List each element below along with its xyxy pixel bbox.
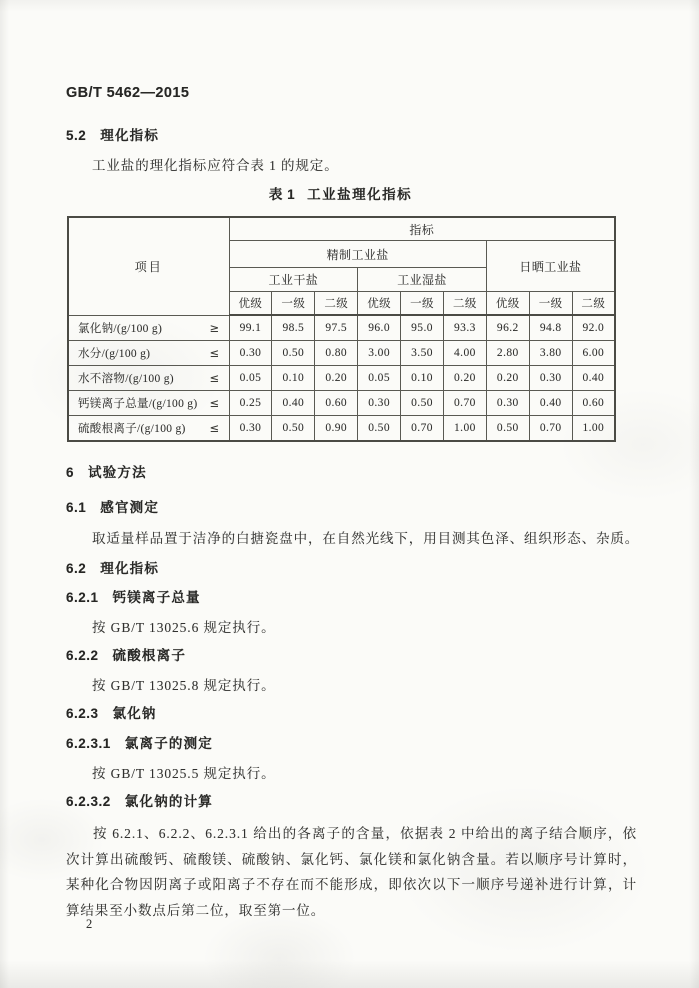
value-cell: 0.50: [358, 416, 401, 442]
clause-6-2-3-2-heading: [66, 794, 213, 809]
value-cell: 0.30: [529, 366, 572, 391]
greater-equal-symbol: ≥: [209, 320, 220, 335]
value-cell: 0.30: [229, 341, 272, 366]
table-caption-title: 工业盐理化指标: [307, 187, 413, 202]
value-cell: 0.05: [358, 366, 401, 391]
table-row-moisture: [68, 341, 615, 366]
clause-6-2-3-heading: [66, 706, 157, 721]
value-cell: 0.90: [315, 416, 358, 442]
grade-header-cell: 一级: [401, 292, 444, 316]
clause-6-2-3-1-paragraph: 按 GB/T 13025.5 规定执行。: [92, 766, 276, 781]
table-row-water-insoluble: [68, 366, 615, 391]
item-cell: [68, 366, 229, 391]
clause-title: 氯化钠的计算: [124, 794, 213, 809]
value-cell: 92.0: [572, 315, 615, 341]
value-cell: 0.60: [572, 391, 615, 416]
clause-6-1-heading: [66, 500, 159, 515]
clause-number: 6.2.2: [66, 648, 99, 663]
grade-header-cell: 一级: [529, 292, 572, 316]
clause-title: 氯离子的测定: [124, 736, 213, 751]
grade-header-cell: 优级: [486, 292, 529, 316]
clause-title: 硫酸根离子: [112, 648, 187, 663]
value-cell: 0.05: [229, 366, 272, 391]
item-label: 硫酸根离子/(g/100 g): [78, 423, 186, 435]
clause-title: 钙镁离子总量: [112, 590, 201, 605]
value-cell: 98.5: [272, 315, 315, 341]
clause-title: 理化指标: [100, 561, 160, 576]
less-equal-symbol: ≤: [209, 346, 220, 360]
value-cell: 99.1: [229, 315, 272, 341]
value-cell: 0.30: [229, 416, 272, 442]
grade-header-cell: 一级: [272, 292, 315, 316]
item-label: 钙镁离子总量/(g/100 g): [78, 398, 198, 410]
clause-6-2-3-2-paragraph: 按 6.2.1、6.2.2、6.2.3.1 给出的各离子的含量，依据表 2 中给出的离子结合顺序，依次计算出硫酸钙、硫酸镁、硫酸钠、氯化钙、氯化镁和氯化钠含量。若以顺序号计算时，某种化合物因阴离子或阳离子不存在而不能形成，即依次以下一顺序号递补进行计算，计算结果至小数点后第二位，取至第一位。: [66, 826, 637, 918]
value-cell: 96.0: [358, 315, 401, 341]
value-cell: 95.0: [401, 315, 444, 341]
table-1-caption: [67, 187, 614, 202]
value-cell: 0.40: [572, 366, 615, 391]
grade-header-cell: 二级: [315, 292, 358, 316]
value-cell: 0.50: [401, 391, 444, 416]
clause-6-heading: [66, 465, 147, 480]
value-cell: 0.70: [443, 391, 486, 416]
value-cell: 97.5: [315, 315, 358, 341]
value-cell: 0.80: [315, 341, 358, 366]
clause-title: 试验方法: [88, 465, 147, 480]
standard-code: GB/T 5462—2015: [66, 85, 190, 101]
table-header-row-indicator: [68, 217, 615, 241]
value-cell: 4.00: [443, 341, 486, 366]
less-equal-symbol: ≤: [209, 421, 220, 435]
grade-header-cell: 优级: [229, 292, 272, 316]
clause-number: 6.2.3: [66, 706, 99, 721]
clause-number: 6.1: [66, 500, 87, 515]
item-cell: [68, 391, 229, 416]
clause-6-2-1-heading: [66, 590, 201, 605]
clause-6-2-3-1-heading: [66, 736, 213, 751]
group-header-sundried-salt: 日晒工业盐: [486, 241, 615, 292]
value-cell: 0.20: [443, 366, 486, 391]
clause-title: 感官测定: [100, 500, 160, 515]
clause-number: 6.2.3.2: [66, 794, 111, 809]
clause-5-2-paragraph: 工业盐的理化指标应符合表 1 的规定。: [92, 158, 339, 173]
clause-6-2-2-heading: [66, 648, 186, 663]
group-header-refined-salt: 精制工业盐: [229, 241, 486, 268]
less-equal-symbol: ≤: [209, 371, 220, 385]
value-cell: 0.60: [315, 391, 358, 416]
value-cell: 0.50: [272, 341, 315, 366]
item-label: 水不溶物/(g/100 g): [78, 373, 174, 385]
item-cell: [68, 416, 229, 442]
value-cell: 0.30: [486, 391, 529, 416]
value-cell: 0.30: [358, 391, 401, 416]
item-label: 氯化钠/(g/100 g): [78, 322, 163, 335]
grade-header-cell: 优级: [358, 292, 401, 316]
clause-title: 氯化钠: [112, 706, 157, 721]
subgroup-header-wet-salt: 工业湿盐: [358, 268, 487, 292]
value-cell: 3.00: [358, 341, 401, 366]
subgroup-header-dry-salt: 工业干盐: [229, 268, 358, 292]
clause-6-2-heading: [66, 561, 159, 576]
table-row-ca-mg-ions: [68, 391, 615, 416]
value-cell: 0.40: [272, 391, 315, 416]
column-header-indicator: 指标: [229, 217, 615, 241]
value-cell: 2.80: [486, 341, 529, 366]
less-equal-symbol: ≤: [209, 396, 220, 410]
value-cell: 1.00: [572, 416, 615, 442]
item-cell: [68, 315, 229, 341]
value-cell: 96.2: [486, 315, 529, 341]
value-cell: 3.80: [529, 341, 572, 366]
clause-number: 6: [66, 465, 75, 480]
value-cell: 0.10: [272, 366, 315, 391]
value-cell: 0.50: [272, 416, 315, 442]
value-cell: 0.70: [401, 416, 444, 442]
value-cell: 3.50: [401, 341, 444, 366]
clause-number: 5.2: [66, 128, 87, 143]
clause-number: 6.2.1: [66, 590, 99, 605]
table-row-sulfate-ion: [68, 416, 615, 442]
clause-number: 6.2: [66, 561, 87, 576]
value-cell: 0.50: [486, 416, 529, 442]
grade-header-cell: 二级: [572, 292, 615, 316]
clause-title: 理化指标: [100, 128, 160, 143]
value-cell: 6.00: [572, 341, 615, 366]
value-cell: 0.25: [229, 391, 272, 416]
clause-6-1-paragraph: 取适量样品置于洁净的白搪瓷盘中，在自然光线下，用目测其色泽、组织形态、杂质。: [92, 531, 640, 546]
value-cell: 93.3: [443, 315, 486, 341]
clause-6-2-1-paragraph: 按 GB/T 13025.6 规定执行。: [92, 620, 276, 635]
value-cell: 94.8: [529, 315, 572, 341]
clause-6-2-2-paragraph: 按 GB/T 13025.8 规定执行。: [92, 678, 276, 693]
table-1: [67, 216, 616, 442]
page-number: 2: [86, 917, 93, 931]
value-cell: 0.40: [529, 391, 572, 416]
column-header-item: 项目: [68, 217, 229, 315]
item-label: 水分/(g/100 g): [78, 348, 151, 360]
value-cell: 0.70: [529, 416, 572, 442]
value-cell: 1.00: [443, 416, 486, 442]
table-row-sodium-chloride: [68, 315, 615, 341]
item-cell: [68, 341, 229, 366]
table-caption-label: 表 1: [268, 187, 296, 202]
value-cell: 0.20: [486, 366, 529, 391]
grade-header-cell: 二级: [443, 292, 486, 316]
clause-number: 6.2.3.1: [66, 736, 111, 751]
clause-5-2-heading: [66, 128, 159, 143]
value-cell: 0.10: [401, 366, 444, 391]
value-cell: 0.20: [315, 366, 358, 391]
